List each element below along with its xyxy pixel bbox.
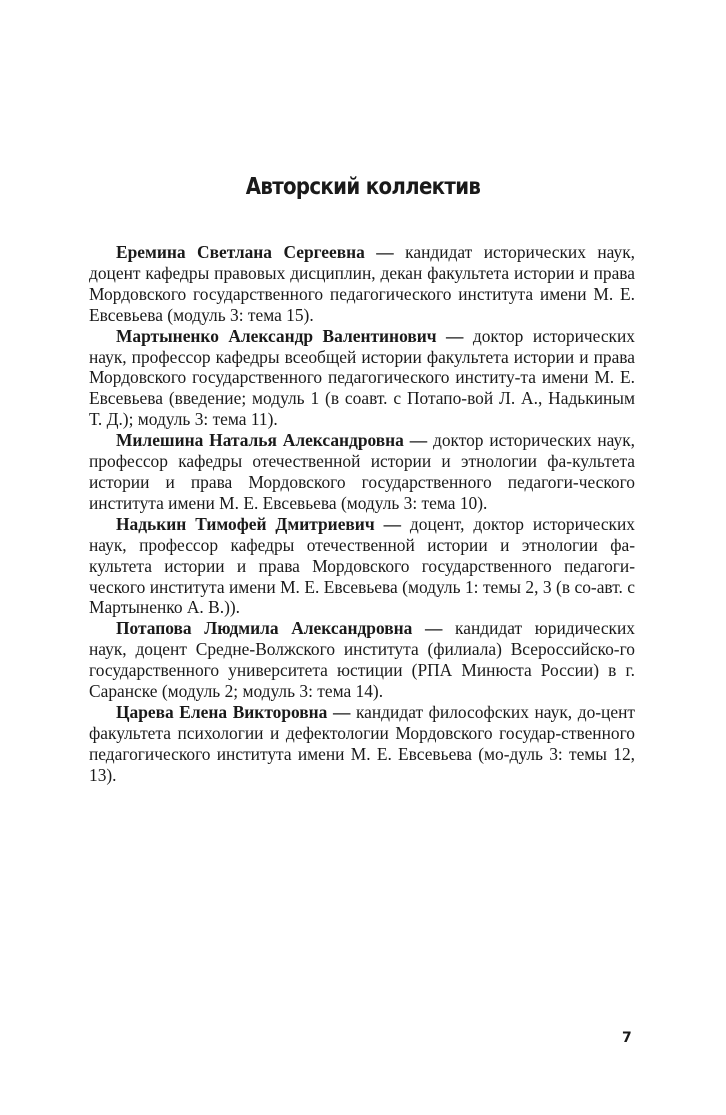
author-name: Надькин Тимофей Дмитриевич — — [116, 513, 401, 534]
author-description: кандидат юридических наук, доцент Средне-Волжского института (филиала) Всероссийско-го государственного университета юстиции (РПА Минюста России) в г. Саранске (модуль 2; модуль 3: тема 14). — [89, 618, 635, 702]
author-name: Потапова Людмила Александровна — — [116, 618, 443, 639]
author-entry-tsareva — [89, 702, 635, 786]
author-entry-nadkin — [89, 514, 635, 619]
author-entry-eremina — [89, 242, 635, 326]
author-description: кандидат исторических наук, доцент кафедры правовых дисциплин, декан факультета истории и права Мордовского государственного педагогического института имени М. Е. Евсевьева (модуль 3: тема 15). — [89, 242, 635, 325]
authors-list — [89, 242, 635, 786]
author-entry-potapova — [89, 618, 635, 702]
page-title: Авторский коллектив — [245, 174, 481, 200]
author-entry-mileshina — [89, 430, 635, 514]
author-description: доктор исторических наук, профессор кафедры всеобщей истории факультета истории и права Мордовского государственного педагогического институ-та имени М. Е. Евсевьева (введение; модуль 1 (в соавт. с Потапо-вой Л. А., Надькиным Т. Д.); модуль 3: тема 11). — [89, 325, 635, 430]
author-name: Еремина Светлана Сергеевна — — [116, 242, 394, 262]
page-number: 7 — [622, 1030, 632, 1046]
author-name: Мартыненко Александр Валентинович — — [116, 325, 464, 346]
author-entry-martynenko — [89, 326, 635, 431]
author-description: доцент, доктор исторических наук, профессор кафедры отечественной истории и этнологии фа-культета истории и права Мордовского государственного педагоги-ческого института имени М. Е. Евсевьева (модуль 1: темы 2, 3 (в со-авт. с Мартыненко А. В.)). — [89, 513, 635, 618]
author-name: Милешина Наталья Александровна — — [116, 430, 428, 451]
author-description: кандидат философских наук, до-цент факультета психологии и дефектологии Мордовского государ-ственного педагогического института имени М. Е. Евсевьева (мо-дуль 3: темы 12, 13). — [89, 701, 635, 785]
author-name: Царева Елена Викторовна — — [116, 701, 351, 722]
author-description: доктор исторических наук, профессор кафедры отечественной истории и этнологии фа-культета истории и права Мордовского государственного педагоги-ческого института имени М. Е. Евсевьева (модуль 3: тема 10). — [89, 430, 635, 513]
